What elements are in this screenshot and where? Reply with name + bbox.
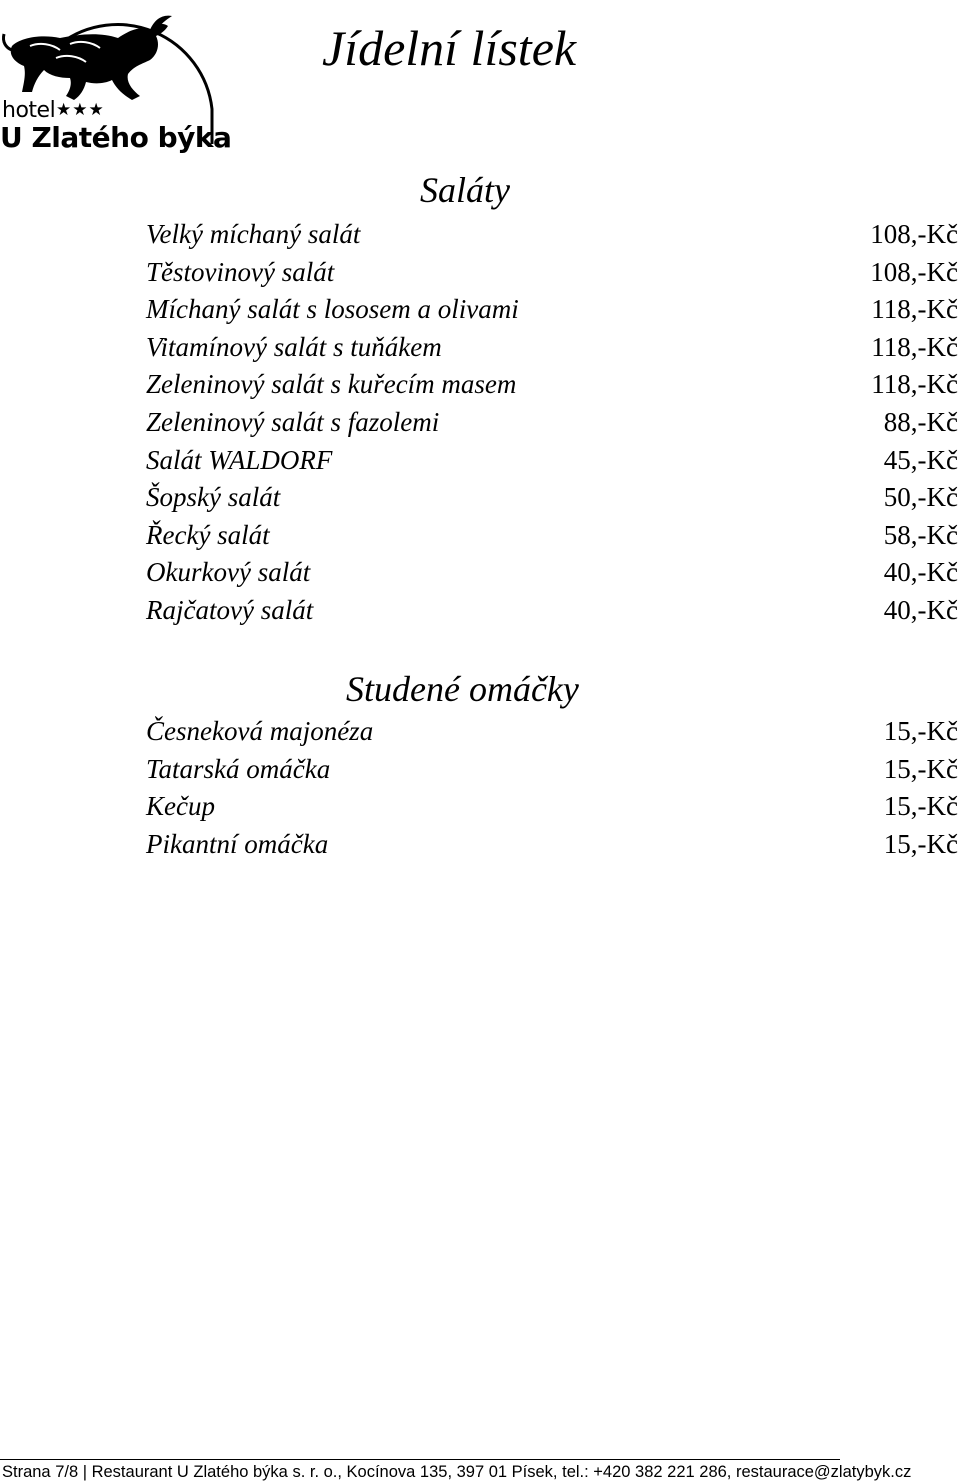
menu-item xyxy=(146,788,958,826)
item-price: 108,-Kč xyxy=(870,219,958,249)
menu-item xyxy=(146,479,958,517)
item-price: 118,-Kč xyxy=(871,369,958,400)
item-price: 45,-Kč xyxy=(883,444,958,475)
menu-item xyxy=(146,554,958,592)
menu-item xyxy=(146,517,958,555)
item-name: Řecký salát xyxy=(146,519,270,550)
item-name: Tatarská omáčka xyxy=(146,753,331,784)
item-price: 40,-Kč xyxy=(883,557,958,588)
item-price: 108,-Kč xyxy=(870,256,958,287)
menu-item xyxy=(146,713,958,751)
footer-divider xyxy=(0,1459,840,1460)
item-name: Zeleninový salát s fazolemi xyxy=(146,406,440,437)
menu-item xyxy=(146,366,958,404)
menu-item xyxy=(146,404,958,442)
item-name: Pikantní omáčka xyxy=(146,828,329,859)
item-name: Salát WALDORF xyxy=(146,444,333,475)
section-title-studene-omacky: Studené omáčky xyxy=(346,669,579,709)
menu-list-salaty xyxy=(146,216,958,630)
hotel-logo xyxy=(0,4,232,154)
page-footer: Strana 7/8 | Restaurant U Zlatého býka s. r. o., Kocínova 135, 397 01 Písek, tel.: +420 382 221 286, restaurace@zlatybyk.cz xyxy=(2,1463,912,1481)
item-price: 15,-Kč xyxy=(883,828,958,859)
item-price: 50,-Kč xyxy=(883,482,958,513)
menu-item xyxy=(146,329,958,367)
item-price: 40,-Kč xyxy=(883,594,958,625)
menu-item xyxy=(146,592,958,630)
item-name: Velký míchaný salát xyxy=(146,219,361,249)
menu-item xyxy=(146,216,958,254)
item-price: 58,-Kč xyxy=(883,519,958,550)
item-price: 15,-Kč xyxy=(883,791,958,822)
item-price: 15,-Kč xyxy=(883,716,958,746)
menu-item xyxy=(146,826,958,864)
menu-item xyxy=(146,751,958,789)
page-title: Jídelní lístek xyxy=(322,20,577,76)
item-price: 88,-Kč xyxy=(883,406,958,437)
logo-stars: ★★★ xyxy=(56,100,105,120)
menu-list-omacky xyxy=(146,713,958,863)
menu-item xyxy=(146,442,958,480)
menu-item xyxy=(146,291,958,329)
item-name: Vitamínový salát s tuňákem xyxy=(146,331,442,362)
logo-hotel-text: hotel xyxy=(2,98,56,123)
item-name: Okurkový salát xyxy=(146,557,311,588)
logo-name-text: U Zlatého býka xyxy=(0,121,232,154)
item-name: Česneková majonéza xyxy=(146,716,374,746)
item-name: Míchaný salát s lososem a olivami xyxy=(146,294,519,325)
item-name: Těstovinový salát xyxy=(146,256,335,287)
menu-item xyxy=(146,254,958,292)
item-name: Zeleninový salát s kuřecím masem xyxy=(146,369,517,400)
item-name: Šopský salát xyxy=(146,482,281,513)
item-price: 15,-Kč xyxy=(883,753,958,784)
section-title-salaty: Saláty xyxy=(420,170,510,210)
item-price: 118,-Kč xyxy=(871,331,958,362)
item-name: Kečup xyxy=(146,791,215,822)
item-name: Rajčatový salát xyxy=(146,594,314,625)
item-price: 118,-Kč xyxy=(871,294,958,325)
